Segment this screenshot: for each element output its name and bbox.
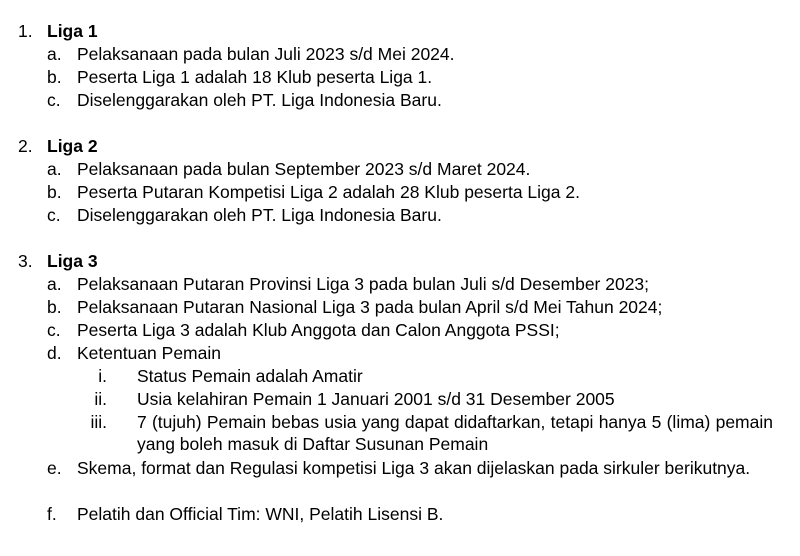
list-item-text: Diselenggarakan oleh PT. Liga Indonesia Baru. bbox=[77, 205, 442, 225]
section-number: 2. bbox=[18, 136, 33, 156]
section-title: Liga 1 bbox=[47, 21, 98, 41]
list-item-text: Pelaksanaan Putaran Nasional Liga 3 pada bulan April s/d Mei Tahun 2024; bbox=[77, 297, 663, 317]
sublist-marker: iii. bbox=[90, 412, 107, 432]
list-marker: a. bbox=[47, 159, 62, 179]
list-item-text: Pelatih dan Official Tim: WNI, Pelatih Lisensi B. bbox=[77, 504, 444, 524]
sublist-item-text: 7 (tujuh) Pemain bebas usia yang dapat didaftarkan, tetapi hanya 5 (lima) pemain yang boleh masuk di Daftar Susunan Pemain bbox=[137, 412, 773, 454]
list-marker: a. bbox=[47, 274, 62, 294]
list-marker: f. bbox=[47, 504, 57, 524]
section-number: 3. bbox=[18, 251, 33, 271]
list-marker: c. bbox=[47, 320, 61, 340]
list-item-text: Peserta Liga 1 adalah 18 Klub peserta Liga 1. bbox=[77, 67, 433, 87]
list-marker: b. bbox=[47, 297, 62, 317]
list-marker: b. bbox=[47, 67, 62, 87]
list-item-text: Peserta Liga 3 adalah Klub Anggota dan Calon Anggota PSSI; bbox=[77, 320, 560, 340]
list-item-text: Pelaksanaan Putaran Provinsi Liga 3 pada bulan Juli s/d Desember 2023; bbox=[77, 274, 650, 294]
list-item-text: Skema, format dan Regulasi kompetisi Liga 3 akan dijelaskan pada sirkuler berikutnya. bbox=[77, 458, 751, 478]
list-item-text: Pelaksanaan pada bulan September 2023 s/d Maret 2024. bbox=[77, 159, 531, 179]
list-item-text: Peserta Putaran Kompetisi Liga 2 adalah 28 Klub peserta Liga 2. bbox=[77, 182, 580, 202]
sublist-item-text: Status Pemain adalah Amatir bbox=[137, 366, 363, 386]
sublist-marker: ii. bbox=[94, 389, 107, 409]
sublist-marker: i. bbox=[98, 366, 107, 386]
sublist-item-text: Usia kelahiran Pemain 1 Januari 2001 s/d 31 Desember 2005 bbox=[137, 389, 615, 409]
list-item-text: Ketentuan Pemain bbox=[77, 343, 221, 363]
list-marker: e. bbox=[47, 458, 62, 478]
list-marker: c. bbox=[47, 90, 61, 110]
section-number: 1. bbox=[18, 21, 33, 41]
list-item-text: Pelaksanaan pada bulan Juli 2023 s/d Mei 2024. bbox=[77, 44, 455, 64]
list-marker: a. bbox=[47, 44, 62, 64]
list-item-text: Diselenggarakan oleh PT. Liga Indonesia Baru. bbox=[77, 90, 442, 110]
list-marker: c. bbox=[47, 205, 61, 225]
section-title: Liga 3 bbox=[47, 251, 98, 271]
list-marker: d. bbox=[47, 343, 62, 363]
section-title: Liga 2 bbox=[47, 136, 98, 156]
list-marker: b. bbox=[47, 182, 62, 202]
